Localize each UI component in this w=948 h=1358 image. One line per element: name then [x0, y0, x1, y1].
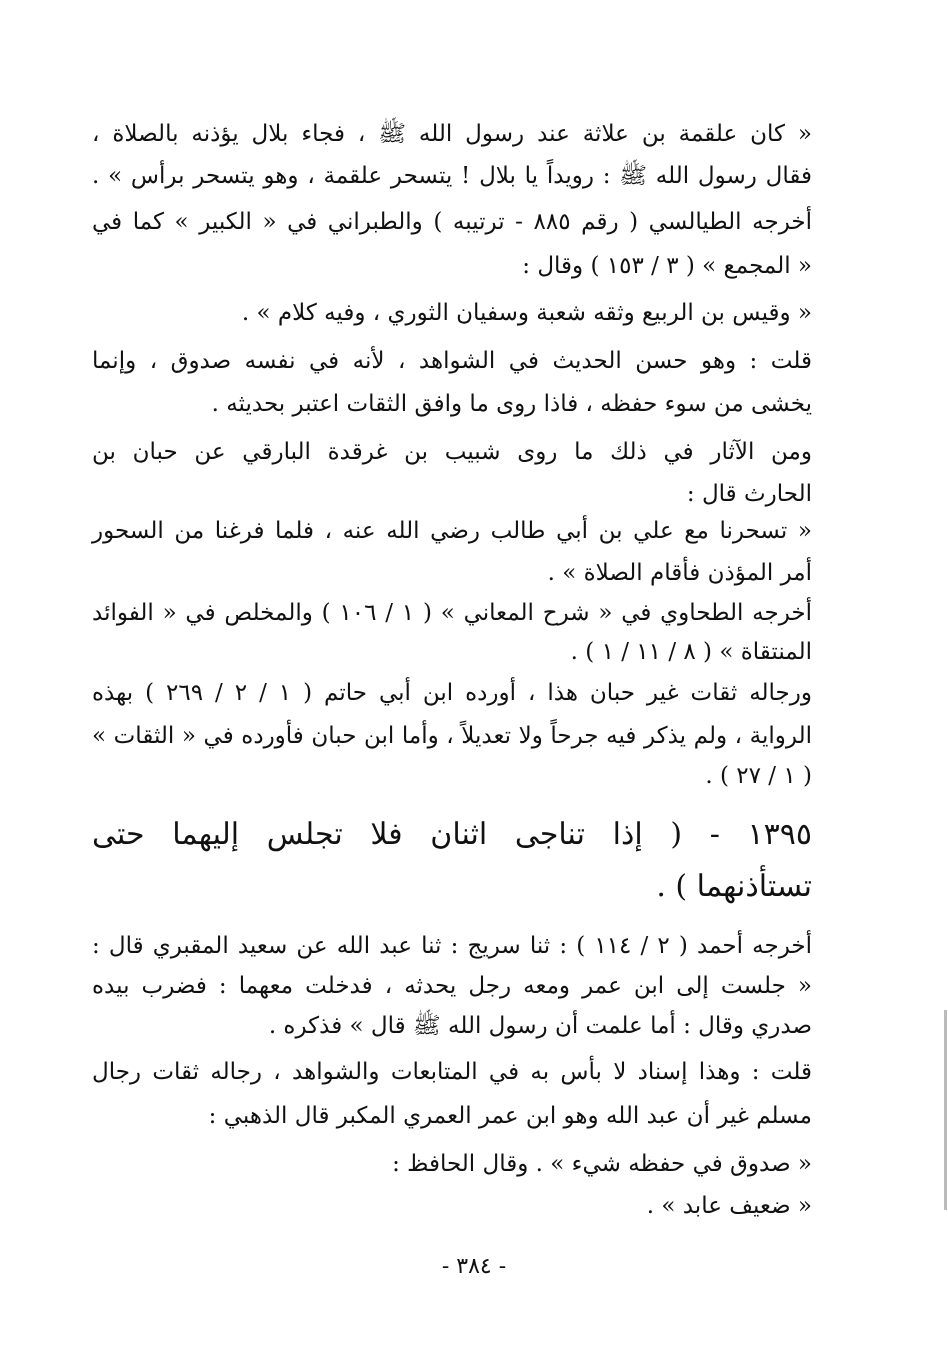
scan-edge-mark	[944, 1010, 947, 1210]
text-line-8: ومن الآثار في ذلك ما روى شبيب بن غرقدة البارقي عن حبان بن	[92, 439, 812, 465]
text-line-19: أخرجه أحمد ( ٢ / ١١٤ ) : ثنا سريج : ثنا عبد الله عن سعيد المقبري قال :	[92, 933, 812, 959]
text-line-21: صدري وقال : أما علمت أن رسول الله ﷺ قال » فذكره .	[268, 1013, 812, 1039]
text-line-6: قلت : وهو حسن الحديث في الشواهد ، لأنه في نفسه صدوق ، وإنما	[92, 348, 812, 374]
text-line-7: يخشى من سوء حفظه ، فاذا روى ما وافق الثقات اعتبر بحديثه .	[211, 391, 812, 417]
text-line-3: أخرجه الطيالسي ( رقم ٨٨٥ - ترتيبه ) والطبراني في « الكبير » كما في	[92, 209, 812, 235]
text-line-23: مسلم غير أن عبد الله وهو ابن عمر العمري المكبر قال الذهبي :	[208, 1103, 812, 1129]
text-line-5: « وقيس بن الربيع وثقه شعبة وسفيان الثوري ، وفيه كلام » .	[241, 300, 812, 326]
hadith-heading: ١٣٩٥ - ( إذا تناجى اثنان فلا تجلس إليهما حتى	[92, 817, 812, 852]
text-line-25: « ضعيف عابد » .	[646, 1193, 812, 1219]
text-line-22: قلت : وهذا إسناد لا بأس به في المتابعات والشواهد ، رجاله ثقات رجال	[92, 1059, 812, 1085]
text-line-14: ورجاله ثقات غير حبان هذا ، أورده ابن أبي حاتم ( ١ / ٢ / ٢٦٩ ) بهذه	[92, 680, 812, 706]
text-line-24: « صدوق في حفظه شيء » . وقال الحافظ :	[392, 1151, 812, 1177]
text-line-9: الحارث قال :	[686, 481, 812, 507]
page-number: - ٣٨٤ -	[441, 1254, 507, 1279]
text-line-13: المنتقاة » ( ٨ / ١١ / ١ ) .	[570, 639, 812, 665]
text-line-15: الرواية ، ولم يذكر فيه جرحاً ولا تعديلاً ، وأما ابن حبان فأورده في « الثقات »	[92, 723, 812, 749]
text-line-20: « جلست إلى ابن عمر ومعه رجل يحدثه ، فدخلت معهما : فضرب بيده	[92, 973, 812, 999]
text-line-16: ( ١ / ٢٧ ) .	[705, 763, 812, 789]
text-line-1: « كان علقمة بن علاثة عند رسول الله ﷺ ، فجاء بلال يؤذنه بالصلاة ،	[92, 121, 812, 147]
hadith-heading-cont: تستأذنهما ) .	[656, 869, 812, 904]
text-line-4: « المجمع » ( ٣ / ١٥٣ ) وقال :	[522, 253, 812, 279]
text-line-10: « تسحرنا مع علي بن أبي طالب رضي الله عنه ، فلما فرغنا من السحور	[92, 518, 812, 544]
text-line-12: أخرجه الطحاوي في « شرح المعاني » ( ١ / ١٠٦ ) والمخلص في « الفوائد	[92, 600, 813, 626]
text-line-2: فقال رسول الله ﷺ : رويداً يا بلال ! يتسحر علقمة ، وهو يتسحر برأس » .	[92, 163, 812, 189]
text-line-11: أمر المؤذن فأقام الصلاة » .	[547, 560, 812, 586]
